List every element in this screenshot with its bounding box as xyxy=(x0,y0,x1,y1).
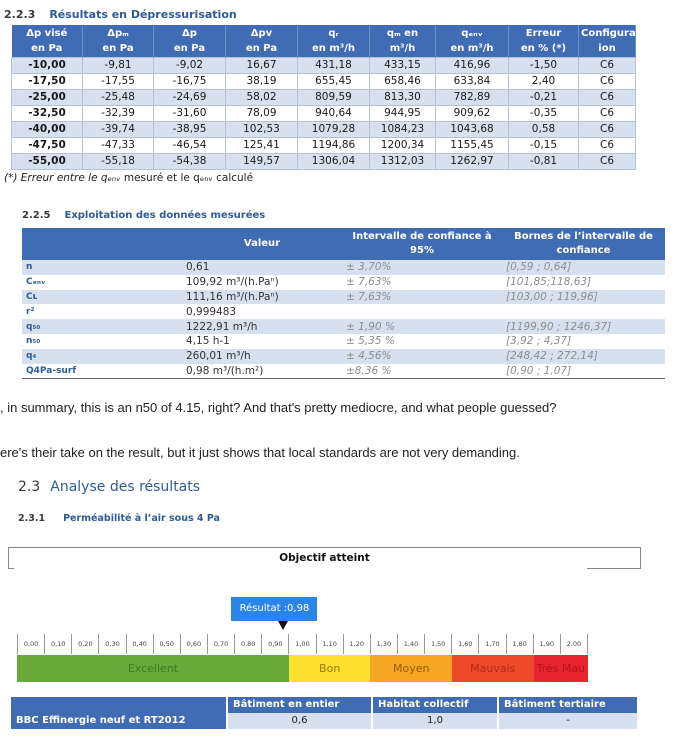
table-cell: -55,00 xyxy=(12,154,83,170)
table-cell: 2,40 xyxy=(509,74,579,90)
column-header xyxy=(83,25,154,58)
scale-tick: 0,70 xyxy=(208,634,235,654)
table-cell: C6 xyxy=(579,122,636,138)
table-cell: -9,02 xyxy=(154,58,226,74)
table-header-row xyxy=(22,228,665,260)
scale-tick: 1,30 xyxy=(371,634,398,654)
header-value: Valeur xyxy=(182,228,342,260)
scale-tick: 1,50 xyxy=(425,634,452,654)
table-cell: 102,53 xyxy=(226,122,298,138)
scale-band: Excellent xyxy=(17,655,289,682)
table-row xyxy=(12,138,636,154)
table-row xyxy=(22,304,665,319)
scale-tick: 0,90 xyxy=(262,634,289,654)
header-line: en m³/h xyxy=(312,43,355,54)
column-header xyxy=(579,25,641,58)
header-line: Δp visé xyxy=(26,28,68,39)
section-number: 2.2.5 xyxy=(22,210,51,221)
cell-bounds: [101,85;118,63] xyxy=(502,275,665,290)
table-cell: 658,46 xyxy=(370,74,436,90)
scale-tick: 1,60 xyxy=(452,634,479,654)
header-line: Erreur xyxy=(525,28,562,39)
header-whole-building: Bâtiment en entier xyxy=(227,697,372,713)
header-tertiary-building: Bâtiment tertiaire xyxy=(498,697,638,713)
header-line: en Pa xyxy=(31,43,63,54)
table-cell: -0,35 xyxy=(509,106,579,122)
scale-tick: 1,80 xyxy=(507,634,534,654)
cell-value: 0,999483 xyxy=(182,304,342,319)
column-header xyxy=(509,25,579,58)
cell-tertiary-building: - xyxy=(498,713,638,729)
header-line: en m³/h xyxy=(450,43,494,54)
table-cell: -31,60 xyxy=(154,106,226,122)
column-header xyxy=(12,25,83,58)
scale-bands xyxy=(17,655,588,682)
scale-band: Très Mau xyxy=(534,655,588,682)
cell-value: 1222,91 m³/h xyxy=(182,319,342,334)
table-row xyxy=(12,74,636,90)
table-cell: -47,33 xyxy=(83,138,154,154)
scale-tick: 1,70 xyxy=(479,634,506,654)
objective-box xyxy=(8,547,641,567)
column-header xyxy=(298,25,370,58)
section-heading-223 xyxy=(4,8,237,21)
section-title: Analyse des résultats xyxy=(50,479,201,495)
header-line: Configurat xyxy=(581,28,641,39)
cell-interval: ± 1,90 % xyxy=(342,319,502,334)
header-line: Δpₘ xyxy=(107,28,129,39)
scale-tick: 1,90 xyxy=(534,634,561,654)
table-cell: -24,69 xyxy=(154,90,226,106)
cell-bounds: [248,42 ; 272,14] xyxy=(502,349,665,364)
table-cell: -17,55 xyxy=(83,74,154,90)
table-cell: -17,50 xyxy=(12,74,83,90)
table-cell: -54,38 xyxy=(154,154,226,170)
table-cell: -0,81 xyxy=(509,154,579,170)
table-cell: 1155,45 xyxy=(436,138,509,154)
header-label xyxy=(22,228,182,260)
header-empty xyxy=(11,697,227,713)
table-cell: -0,21 xyxy=(509,90,579,106)
cell-value: 109,92 m³/(h.Paⁿ) xyxy=(182,275,342,290)
table-cell: -1,50 xyxy=(509,58,579,74)
section-heading-23 xyxy=(18,479,200,495)
column-header xyxy=(154,25,226,58)
scale-tick: 0,40 xyxy=(127,634,154,654)
table-cell: C6 xyxy=(579,58,636,74)
section-number: 2.2.3 xyxy=(4,8,36,21)
column-header xyxy=(226,25,298,58)
table-footnote xyxy=(4,172,253,184)
scale-tick: 0,50 xyxy=(154,634,181,654)
header-line: en Pa xyxy=(245,43,278,54)
cell-bounds: [1199,90 ; 1246,37] xyxy=(502,319,665,334)
scale-tick: 1,20 xyxy=(344,634,371,654)
scale-band: Moyen xyxy=(370,655,452,682)
scale-tick: 1,40 xyxy=(398,634,425,654)
row-label: BBC Effinergie neuf et RT2012 xyxy=(11,713,227,729)
cell-label: n xyxy=(22,260,182,275)
header-line: qₑₙᵥ xyxy=(461,28,483,39)
column-header xyxy=(436,25,509,58)
section-heading-231 xyxy=(18,513,220,524)
table-cell: -25,48 xyxy=(83,90,154,106)
cell-label: q₅₀ xyxy=(22,319,182,334)
table-cell: 1194,86 xyxy=(298,138,370,154)
table-cell: 1084,23 xyxy=(370,122,436,138)
scale-tick: 0,00 xyxy=(17,634,45,654)
chat-message-2: ere's their take on the result, but it just shows that local standards are not very demanding. xyxy=(0,445,520,460)
box-border xyxy=(8,568,14,569)
table-row xyxy=(22,364,665,379)
table-header-row xyxy=(12,25,636,58)
table-cell: C6 xyxy=(579,154,636,170)
table-cell: 125,41 xyxy=(226,138,298,154)
cell-interval: ± 4,56% xyxy=(342,349,502,364)
table-cell: C6 xyxy=(579,106,636,122)
table-row xyxy=(22,349,665,364)
table-row xyxy=(12,106,636,122)
header-line: m³/h xyxy=(389,43,416,54)
table-cell: 940,64 xyxy=(298,106,370,122)
table-cell: -39,74 xyxy=(83,122,154,138)
table-cell: 16,67 xyxy=(226,58,298,74)
table-cell: 633,84 xyxy=(436,74,509,90)
section-title: Perméabilité à l’air sous 4 Pa xyxy=(63,513,220,524)
depressurisation-results-table xyxy=(11,25,641,170)
header-line: en Pa xyxy=(102,43,134,54)
cell-label: Cʟ xyxy=(22,290,182,305)
header-line: en % (*) xyxy=(520,43,567,54)
table-row xyxy=(22,275,665,290)
table-row xyxy=(22,334,665,349)
footnote-italic: (*) Erreur entre le qₑₙᵥ xyxy=(4,172,121,184)
table-cell: 1200,34 xyxy=(370,138,436,154)
table-row xyxy=(22,260,665,275)
table-cell: -46,54 xyxy=(154,138,226,154)
column-header xyxy=(370,25,436,58)
table-cell: -10,00 xyxy=(12,58,83,74)
header-bounds: Bornes de l’intervalle de confiance xyxy=(502,228,665,260)
table-cell: 38,19 xyxy=(226,74,298,90)
table-cell: 813,30 xyxy=(370,90,436,106)
result-callout: Résultat :0,98 xyxy=(231,597,317,621)
table-cell: 1306,04 xyxy=(298,154,370,170)
table-cell: C6 xyxy=(579,74,636,90)
scale-tick: 1,00 xyxy=(289,634,316,654)
cell-value: 0,98 m³/(h.m²) xyxy=(182,364,342,379)
cell-label: n₅₀ xyxy=(22,334,182,349)
section-heading-225 xyxy=(22,210,265,221)
table-header-row xyxy=(11,697,638,713)
box-border xyxy=(587,568,641,569)
scale-band: Bon xyxy=(289,655,371,682)
table-cell: 149,57 xyxy=(226,154,298,170)
result-pointer-icon xyxy=(278,621,288,630)
cell-label: r² xyxy=(22,304,182,319)
cell-interval: ± 7,63% xyxy=(342,275,502,290)
table-cell: C6 xyxy=(579,90,636,106)
table-row xyxy=(11,713,638,729)
cell-interval: ±8,36 % xyxy=(342,364,502,379)
header-collective-housing: Habitat collectif xyxy=(372,697,498,713)
table-cell: 909,62 xyxy=(436,106,509,122)
table-cell: 655,45 xyxy=(298,74,370,90)
scale-tick: 0,80 xyxy=(235,634,262,654)
table-cell: 1043,68 xyxy=(436,122,509,138)
table-cell: 78,09 xyxy=(226,106,298,122)
scale-ticks xyxy=(17,634,588,654)
cell-label: Q4Pa-surf xyxy=(22,364,182,379)
scale-tick: 1,10 xyxy=(317,634,344,654)
table-cell: 58,02 xyxy=(226,90,298,106)
table-cell: -55,18 xyxy=(83,154,154,170)
cell-bounds: [0,59 ; 0,64] xyxy=(502,260,665,275)
cell-value: 111,16 m³/(h.Paⁿ) xyxy=(182,290,342,305)
header-line: ion xyxy=(598,43,616,54)
table-cell: -0,15 xyxy=(509,138,579,154)
cell-value: 260,01 m³/h xyxy=(182,349,342,364)
cell-bounds: [0,90 ; 1,07] xyxy=(502,364,665,379)
footnote-text: mesuré et le qₑₙᵥ calculé xyxy=(120,172,254,184)
table-cell: 1262,97 xyxy=(436,154,509,170)
header-line: en Pa xyxy=(173,43,206,54)
cell-whole-building: 0,6 xyxy=(227,713,372,729)
table-cell: -47,50 xyxy=(12,138,83,154)
table-cell: 782,89 xyxy=(436,90,509,106)
cell-bounds xyxy=(502,304,665,319)
table-row xyxy=(12,58,636,74)
cell-bounds: [3,92 ; 4,37] xyxy=(502,334,665,349)
table-cell: 1312,03 xyxy=(370,154,436,170)
table-cell: 433,15 xyxy=(370,58,436,74)
section-title: Résultats en Dépressurisation xyxy=(49,8,237,21)
objective-label: Objectif atteint xyxy=(279,552,370,564)
scale-tick: 0,10 xyxy=(45,634,72,654)
table-cell: -32,39 xyxy=(83,106,154,122)
table-row xyxy=(12,122,636,138)
section-number: 2.3.1 xyxy=(18,513,46,524)
cell-bounds: [103,00 ; 119,96] xyxy=(502,290,665,305)
table-cell: 431,18 xyxy=(298,58,370,74)
table-cell: C6 xyxy=(579,138,636,154)
cell-label: q₄ xyxy=(22,349,182,364)
cell-value: 4,15 h-1 xyxy=(182,334,342,349)
table-cell: 1079,28 xyxy=(298,122,370,138)
header-line: qᵣ xyxy=(328,28,339,39)
cell-interval xyxy=(342,304,502,319)
scale-tick: 2,00 xyxy=(561,634,588,654)
cell-collective-housing: 1,0 xyxy=(372,713,498,729)
table-cell: -40,00 xyxy=(12,122,83,138)
table-cell: -38,95 xyxy=(154,122,226,138)
table-row xyxy=(22,319,665,334)
table-cell: 809,59 xyxy=(298,90,370,106)
section-number: 2.3 xyxy=(18,479,41,495)
table-row xyxy=(12,90,636,106)
table-row xyxy=(12,154,636,170)
table-cell: -9,81 xyxy=(83,58,154,74)
table-cell: -25,00 xyxy=(12,90,83,106)
table-cell: 416,96 xyxy=(436,58,509,74)
table-cell: -32,50 xyxy=(12,106,83,122)
reference-table xyxy=(11,697,639,729)
cell-value: 0,61 xyxy=(182,260,342,275)
measured-data-table xyxy=(22,228,665,379)
cell-interval: ± 3,70% xyxy=(342,260,502,275)
scale-tick: 0,30 xyxy=(99,634,126,654)
table-cell: 944,95 xyxy=(370,106,436,122)
scale-tick: 0,60 xyxy=(181,634,208,654)
header-line: Δp xyxy=(182,28,197,39)
scale-tick: 0,20 xyxy=(72,634,99,654)
table-row xyxy=(22,290,665,305)
chat-message-1: , in summary, this is an n50 of 4.15, right? And that's pretty mediocre, and what people guessed? xyxy=(0,400,557,415)
cell-interval: ± 7,63% xyxy=(342,290,502,305)
section-title: Exploitation des données mesurées xyxy=(64,210,266,221)
permeability-scale xyxy=(17,634,588,682)
cell-label: Cₑₙᵥ xyxy=(22,275,182,290)
header-interval: Intervalle de confiance à 95% xyxy=(342,228,502,260)
header-line: qₘ en xyxy=(386,28,419,39)
scale-band: Mauvais xyxy=(452,655,534,682)
table-cell: -16,75 xyxy=(154,74,226,90)
cell-interval: ± 5,35 % xyxy=(342,334,502,349)
header-line: Δpv xyxy=(250,28,273,39)
table-cell: 0,58 xyxy=(509,122,579,138)
